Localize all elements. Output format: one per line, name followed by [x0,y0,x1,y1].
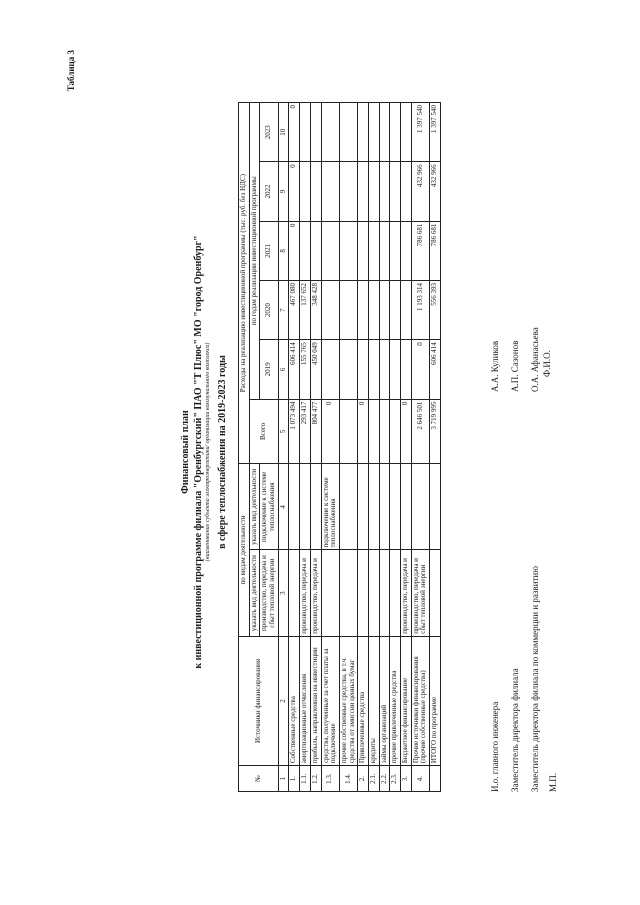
row-2021 [321,221,339,280]
table-row [321,103,339,792]
row-2020 [390,280,401,339]
header-source: Источники финансирования [239,636,279,765]
row-2022 [368,162,379,221]
row-2019 [321,340,339,399]
row-2021 [379,221,390,280]
row-activity-a [430,550,441,636]
row-activity-b [430,464,441,550]
row-2023 [401,103,412,162]
row-activity-b [401,464,412,550]
col-number: 6 [278,340,289,399]
row-activity-a: производство, передача и [310,550,321,636]
row-number: 1. [289,766,300,792]
title-line-3 [217,42,228,862]
row-2020: 467 080 [289,280,300,339]
row-number [430,766,441,792]
header-total: Всего [249,399,278,464]
row-activity-b [390,464,401,550]
row-number: 2. [358,766,369,792]
row-2022 [358,162,369,221]
row-activity-b [300,464,311,550]
header-year: 2023 [260,103,278,162]
table-row [379,103,390,792]
row-2021: 0 [289,221,300,280]
row-2020 [358,280,369,339]
row-2023 [300,103,311,162]
row-2020: 1 193 314 [411,280,429,339]
row-total: 293 417 [300,399,311,464]
row-total [379,399,390,464]
row-source: прибыль, направленная на инвестиции [310,636,321,765]
row-2021 [339,221,357,280]
row-2019 [358,340,369,399]
row-activity-a [339,550,357,636]
row-2023: 0 [289,103,300,162]
row-total [368,399,379,464]
row-2020 [368,280,379,339]
row-2021 [401,221,412,280]
row-source: ИТОГО по программе [430,636,441,765]
col-number: 10 [278,103,289,162]
row-activity-b [310,464,321,550]
header-activity-a: производство, передача и сбыт тепловой энергии [260,550,278,636]
row-number: 1.4. [339,766,357,792]
row-number: 4. [411,766,429,792]
row-2020 [379,280,390,339]
row-2019: 155 765 [300,340,311,399]
row-2021 [358,221,369,280]
title-note: (наименование субъекта электроэнергетики/ организации коммунального комплекса) [205,342,211,562]
table-row [390,103,401,792]
row-activity-a: производство, передача и сбыт тепловой энергии [411,550,429,636]
row-2023 [368,103,379,162]
row-2023 [310,103,321,162]
row-total: 2 646 501 [411,399,429,464]
signature-name: О.А. Афанасьева [530,327,540,392]
row-2019 [339,340,357,399]
row-2021 [310,221,321,280]
row-2019 [401,340,412,399]
row-2023 [379,103,390,162]
row-2021 [300,221,311,280]
header-year: 2019 [260,340,278,399]
table-row [401,103,412,792]
row-activity-b [339,464,357,550]
row-2022 [379,162,390,221]
signature-role: Заместитель директора филиала [510,668,520,792]
header-activity-b-head: указать вид деятельности [249,464,260,550]
row-number: 1.3. [321,766,339,792]
column-number-row [278,103,289,792]
header-activity-a-head: указать вид деятельности [249,550,260,636]
row-2022: 0 [289,162,300,221]
header-expenses: Расходы на реализацию инвестиционной программы (тыс. руб. без НДС) [239,103,250,464]
row-source: прочие собственные средства, в т.ч. средства от эмиссии ценных бумаг [339,636,357,765]
row-source: средства, полученные за счет платы за подключение [321,636,339,765]
row-2019 [379,340,390,399]
col-number: 7 [278,280,289,339]
row-source: амортизационные отчисления [300,636,311,765]
row-number: 1.1. [300,766,311,792]
row-2020: 348 428 [310,280,321,339]
col-number: 2 [278,636,289,765]
row-2019: 450 049 [310,340,321,399]
document-title [180,42,228,862]
row-activity-b [411,464,429,550]
row-2021 [390,221,401,280]
row-activity-a [368,550,379,636]
row-number: 2.2. [379,766,390,792]
row-activity-a: производство, передача и [300,550,311,636]
row-source: Прочие источники финансирования (прочие собственные средства) [411,636,429,765]
row-activity-a: производство, передача и [401,550,412,636]
row-2021 [368,221,379,280]
signature-name: А.А. Куликов [490,340,500,392]
signature-name: А.П. Сазонов [510,340,520,392]
col-number: 4 [278,464,289,550]
title-years-word: годы [217,355,228,378]
row-2022 [321,162,339,221]
row-source: Собственные средства [289,636,300,765]
col-number: 5 [278,399,289,464]
header-year: 2020 [260,280,278,339]
row-activity-a [390,550,401,636]
title-period: 2019-2023 [217,379,228,423]
header-by-activity: по видам деятельности [239,464,250,637]
header-no: № [239,766,279,792]
row-activity-b [358,464,369,550]
row-source: Бюджетное финансирование [401,636,412,765]
row-2022 [390,162,401,221]
row-2019 [368,340,379,399]
row-source: прочие привлеченные средства [390,636,401,765]
row-2023: 1 397 540 [430,103,441,162]
row-2023 [321,103,339,162]
table-row [358,103,369,792]
row-activity-a [358,550,369,636]
row-total [390,399,401,464]
table-label: Таблица 3 [66,50,76,92]
row-2019 [390,340,401,399]
row-activity-b [368,464,379,550]
signature-role: Заместитель директора филиала по коммерции и развитию [530,566,540,792]
row-2019: 606 414 [430,340,441,399]
financial-plan-table [238,102,441,792]
row-2022 [300,162,311,221]
row-2021: 786 681 [411,221,429,280]
signature-role: И.о. главного инженера [490,701,500,792]
header-year: 2022 [260,162,278,221]
table-row [310,103,321,792]
row-total: 0 [321,399,339,464]
row-2020: 556 393 [430,280,441,339]
row-2022 [310,162,321,221]
row-2022 [339,162,357,221]
table-body [289,103,440,792]
row-activity-b [289,464,300,550]
row-total: 0 [358,399,369,464]
row-2023 [339,103,357,162]
row-total: 3 719 995 [430,399,441,464]
row-2019: 0 [411,340,429,399]
row-source: Привлеченные средства [358,636,369,765]
col-number: 1 [278,766,289,792]
row-number: 2.3. [390,766,401,792]
row-2020 [401,280,412,339]
row-activity-a [321,550,339,636]
header-year: 2021 [260,221,278,280]
col-number: 9 [278,162,289,221]
table-row [300,103,311,792]
row-2019: 606 414 [289,340,300,399]
header-by-years: по годам реализации инвестиционной программы [249,103,260,400]
title-sphere: в сфере теплоснабжения на [217,425,228,549]
row-number: 3. [401,766,412,792]
title-line-2: к инвестиционной программе филиала "Оренбургский" ПАО "Т Плюс" МО "город Оренбург" [193,235,204,669]
row-2023 [390,103,401,162]
table-row [368,103,379,792]
row-number: 1.2. [310,766,321,792]
row-2022 [401,162,412,221]
table-row [411,103,429,792]
row-total: 804 477 [310,399,321,464]
table-row [289,103,300,792]
col-number: 8 [278,221,289,280]
row-2020: 137 652 [300,280,311,339]
row-activity-a [379,550,390,636]
row-total [339,399,357,464]
row-2022: 432 966 [411,162,429,221]
row-source: займы организаций [379,636,390,765]
row-2023 [358,103,369,162]
header-activity-b: подключение к системе теплоснабжения [260,464,278,550]
row-total: 0 [401,399,412,464]
row-activity-b: подключение к системе теплоснабжения [321,464,339,550]
row-2020 [339,280,357,339]
stamp-fio: Ф.И.О. [542,350,552,377]
stamp-mp: М.П. [548,772,558,792]
table-row [339,103,357,792]
title-line-1: Финансовый план [180,410,191,494]
row-2022: 432 966 [430,162,441,221]
row-activity-a [289,550,300,636]
row-2023: 1 397 540 [411,103,429,162]
row-2021: 786 681 [430,221,441,280]
row-activity-b [379,464,390,550]
row-source: кредиты [368,636,379,765]
row-2020 [321,280,339,339]
col-number: 3 [278,550,289,636]
row-number: 2.1. [368,766,379,792]
rotated-content [60,42,580,862]
row-total: 1 073 494 [289,399,300,464]
table-row [430,103,441,792]
